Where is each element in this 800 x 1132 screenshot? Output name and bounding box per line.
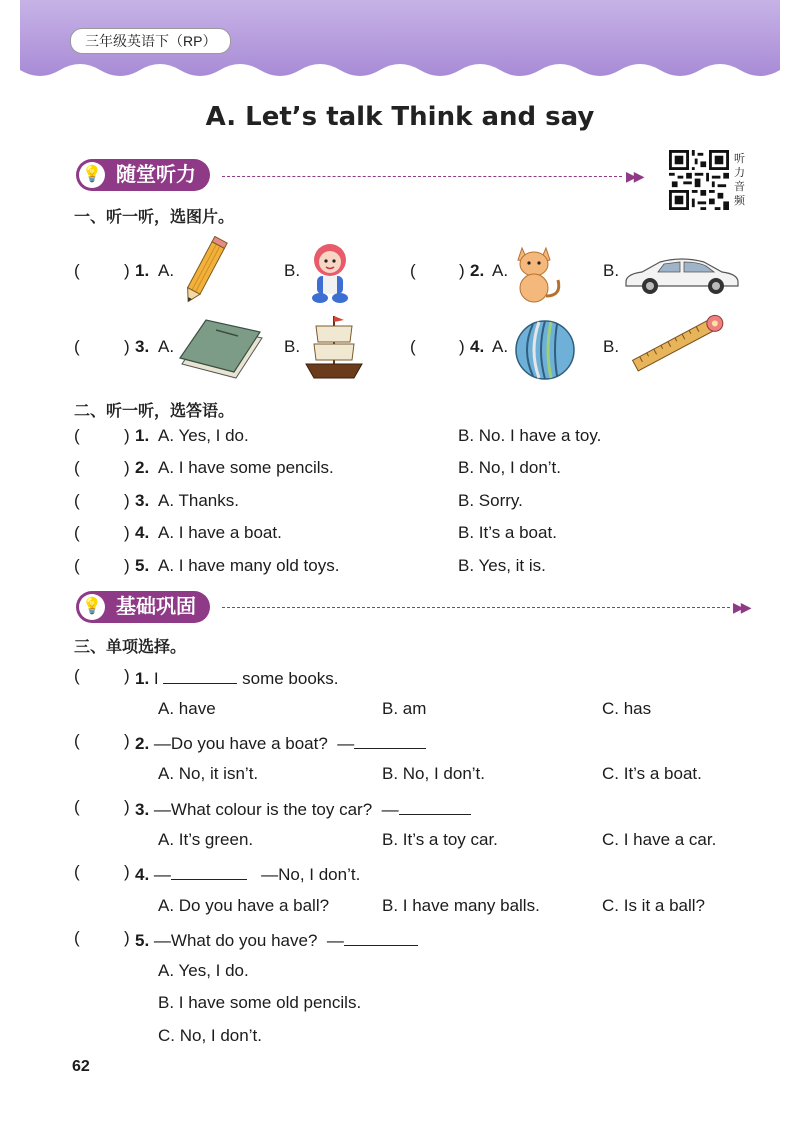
option-a: A. Yes, I do. [158,961,249,980]
stem-dash: — [326,931,344,950]
question-number: 5. [135,556,150,575]
option-c: C. No, I don’t. [158,1026,262,1045]
option-b: B. It’s a toy car. [382,830,498,849]
question-number: 1. [135,261,150,280]
answer-paren-close: ) [459,261,465,280]
stem-dash: — [337,734,355,753]
option-a: A. I have a boat. [158,523,282,542]
section-label: 随堂听力 [116,164,196,186]
car-image [622,252,742,296]
answer-blank[interactable] [344,928,418,946]
option-a: A. It’s green. [158,830,254,849]
option-a: A. No, it isn’t. [158,764,259,783]
pencil-image [175,236,235,308]
question-number: 2. [135,734,150,753]
answer-paren-open: ( [74,426,80,445]
book-image [176,318,266,384]
book-tag: 三年级英语下（RP） [70,28,231,54]
stem-text: —No, I don’t. [261,865,361,884]
answer-blank[interactable] [354,731,426,749]
option-b-label: B. [603,337,620,356]
option-c: C. Is it a ball? [602,896,705,915]
option-a: A. Do you have a ball? [158,896,330,915]
section-divider [222,176,622,177]
question-stem [135,862,360,885]
option-b: B. I have some old pencils. [158,993,362,1012]
option-c: C. It’s a boat. [602,764,702,783]
answer-paren-close: ) [459,337,465,356]
answer-blank[interactable] [171,862,247,880]
answer-paren-close: ) [124,261,130,280]
answer-paren-close: ) [124,731,130,750]
answer-blank[interactable] [399,797,471,815]
question-number: 2. [470,261,485,280]
cat-image [510,240,566,306]
option-b-label: B. [284,261,301,280]
option-b: B. No, I don’t. [458,458,561,477]
answer-paren-open: ( [74,666,80,685]
answer-paren-close: ) [124,666,130,685]
part2-title: 二、听一听，选答语。 [74,403,235,420]
answer-paren-close: ) [124,862,130,881]
option-b-label: B. [284,337,301,356]
part3-title: 三、单项选择。 [74,639,187,656]
option-b: B. am [382,699,427,718]
stem-dash: — [153,865,171,884]
section-label: 基础巩固 [116,596,196,618]
question-number: 3. [135,491,150,510]
stem-text: —What do you have? [153,931,318,950]
qr-label: 听力音频 [734,153,745,207]
stem-text: —Do you have a boat? [153,734,328,753]
option-a-label: A. [492,261,509,280]
option-a: A. I have many old toys. [158,556,340,575]
part1-title: 一、听一听，选图片。 [74,209,235,226]
answer-paren-open: ( [74,797,80,816]
answer-paren-close: ) [124,797,130,816]
double-arrow-icon: ▶▶ [626,168,642,184]
doll-image [300,240,360,306]
stem-dash: — [381,800,399,819]
answer-paren-open: ( [74,731,80,750]
boat-image [302,312,366,382]
option-b: B. I have many balls. [382,896,540,915]
answer-paren-open: ( [410,337,416,356]
section-divider [222,607,730,608]
option-a: A. have [158,699,216,718]
option-b: B. It’s a boat. [458,523,557,542]
answer-paren-close: ) [124,426,130,445]
option-b: B. No. I have a toy. [458,426,602,445]
answer-paren-open: ( [74,862,80,881]
question-number: 2. [135,458,150,477]
question-number: 3. [135,800,150,819]
answer-paren-open: ( [74,523,80,542]
answer-paren-open: ( [74,928,80,947]
option-b: B. No, I don’t. [382,764,485,783]
answer-paren-close: ) [124,491,130,510]
double-arrow-icon: ▶▶ [733,599,749,615]
option-b: B. Yes, it is. [458,556,546,575]
stem-text: —What colour is the toy car? [153,800,373,819]
option-b-label: B. [603,261,620,280]
page-title: A. Let’s talk Think and say [205,102,595,132]
stem-text: I [153,669,159,688]
answer-paren-close: ) [124,556,130,575]
option-c: C. I have a car. [602,830,717,849]
question-number: 5. [135,931,150,950]
answer-paren-close: ) [124,523,130,542]
answer-paren-open: ( [74,337,80,356]
question-number: 4. [135,523,150,542]
option-b: B. Sorry. [458,491,523,510]
ball-image [513,318,577,382]
question-stem [135,731,426,754]
answer-blank[interactable] [163,666,237,684]
option-a-label: A. [492,337,509,356]
lightbulb-icon: 💡 [79,594,105,620]
question-number: 1. [135,669,150,688]
answer-paren-open: ( [74,458,80,477]
answer-paren-close: ) [124,458,130,477]
option-a-label: A. [158,337,175,356]
answer-paren-open: ( [74,491,80,510]
option-a: A. I have some pencils. [158,458,334,477]
question-number: 4. [135,865,150,884]
lightbulb-icon: 💡 [79,162,105,188]
question-stem [135,666,339,689]
question-number: 1. [135,426,150,445]
page-number: 62 [72,1058,90,1075]
question-number: 4. [470,337,485,356]
ruler-image [624,314,728,374]
question-stem [135,797,471,820]
qr-code-icon[interactable] [669,150,729,210]
answer-paren-open: ( [74,261,80,280]
option-c: C. has [602,699,652,718]
question-number: 3. [135,337,150,356]
question-stem [135,928,418,951]
option-a-label: A. [158,261,175,280]
option-a: A. Thanks. [158,491,239,510]
option-a: A. Yes, I do. [158,426,249,445]
section-header-listening [76,159,210,191]
answer-paren-close: ) [124,928,130,947]
answer-paren-open: ( [410,261,416,280]
section-header-basics [76,591,210,623]
answer-paren-close: ) [124,337,130,356]
answer-paren-open: ( [74,556,80,575]
stem-text: some books. [242,669,339,688]
